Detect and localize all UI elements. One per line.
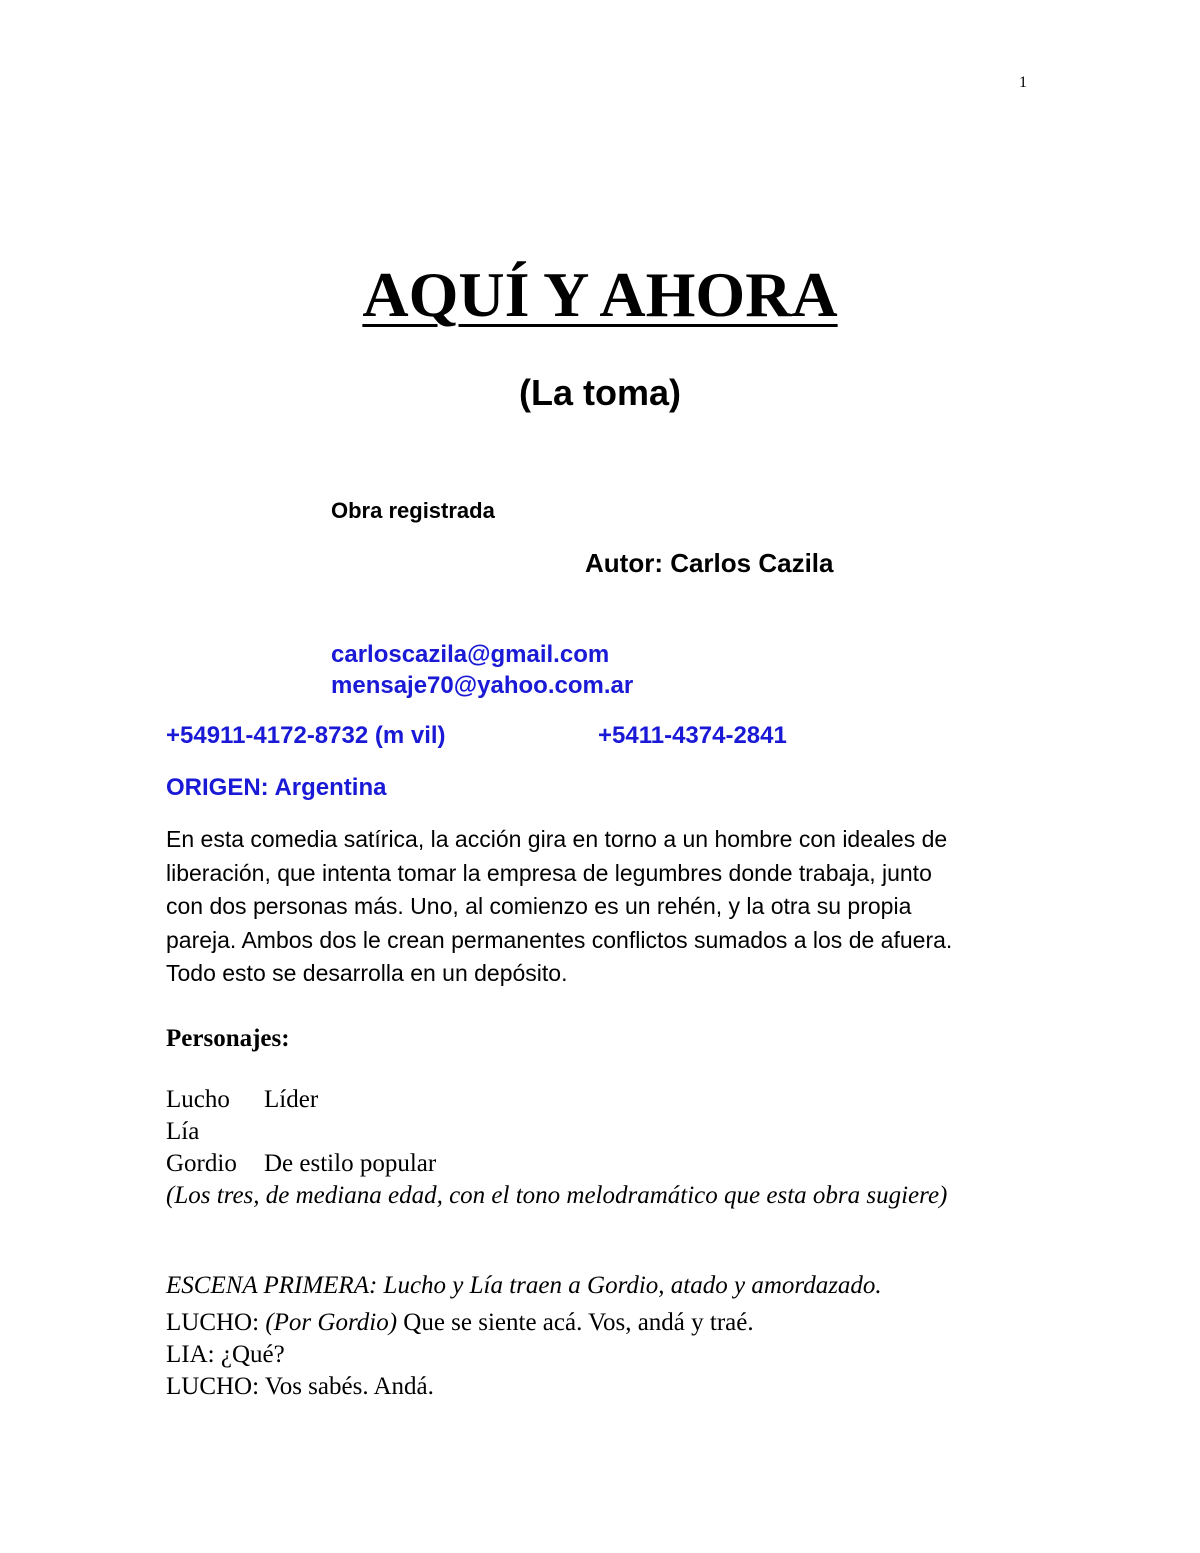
character-row: [166, 1150, 436, 1178]
dialogue-speaker: LIA:: [166, 1341, 215, 1368]
author-line: Autor: Carlos Cazila: [585, 548, 834, 578]
dialogue-line: [166, 1373, 434, 1401]
email-link-gmail[interactable]: carloscazila@gmail.com: [331, 641, 610, 668]
dialogue-speaker: LUCHO:: [166, 1309, 260, 1336]
characters-heading: Personajes:: [166, 1025, 290, 1052]
email-link-yahoo[interactable]: mensaje70@yahoo.com.ar: [331, 672, 634, 699]
character-name: Gordio: [166, 1150, 237, 1177]
character-name: Lía: [166, 1118, 200, 1145]
synopsis-line: con dos personas más. Uno, al comienzo es un rehén, y la otra su propia: [166, 893, 912, 919]
dialogue-line: [166, 1341, 285, 1369]
registered-notice: Obra registrada: [331, 498, 495, 523]
stage-direction: (Por Gordio): [265, 1309, 398, 1336]
dialogue-line: [166, 1309, 754, 1337]
synopsis-line: liberación, que intenta tomar la empresa de legumbres donde trabaja, junto: [166, 859, 932, 886]
character-description: De estilo popular: [264, 1150, 437, 1177]
dialogue-speaker: LUCHO:: [166, 1373, 260, 1400]
dialogue-text: Vos sabés. Andá.: [264, 1373, 434, 1400]
page-number: 1: [1019, 74, 1027, 91]
character-row: [166, 1086, 318, 1114]
characters-note: (Los tres, de mediana edad, con el tono melodramático que esta obra sugiere): [166, 1182, 948, 1209]
phone-landline: +5411-4374-2841: [598, 722, 787, 749]
synopsis-line: Todo esto se desarrolla en un depósito.: [166, 960, 568, 986]
synopsis-paragraph: [166, 823, 1046, 991]
character-row: [166, 1118, 264, 1146]
scene-heading: ESCENA PRIMERA: Lucho y Lía traen a Gordio, atado y amordazado.: [166, 1272, 882, 1299]
character-name: Lucho: [166, 1086, 230, 1113]
phone-mobile: +54911-4172-8732 (m vil): [166, 722, 446, 749]
dialogue-text: Que se siente acá. Vos, andá y traé.: [403, 1309, 754, 1336]
character-description: Líder: [264, 1086, 319, 1113]
document-title: AQUÍ Y AHORA: [362, 259, 838, 330]
origin-line: ORIGEN: Argentina: [166, 774, 387, 801]
synopsis-line: En esta comedia satírica, la acción gira en torno a un hombre con ideales de: [166, 826, 948, 852]
synopsis-line: pareja. Ambos dos le crean permanentes conflictos sumados a los de afuera.: [166, 926, 953, 953]
dialogue-text: ¿Qué?: [220, 1341, 285, 1368]
document-subtitle: (La toma): [519, 372, 681, 413]
